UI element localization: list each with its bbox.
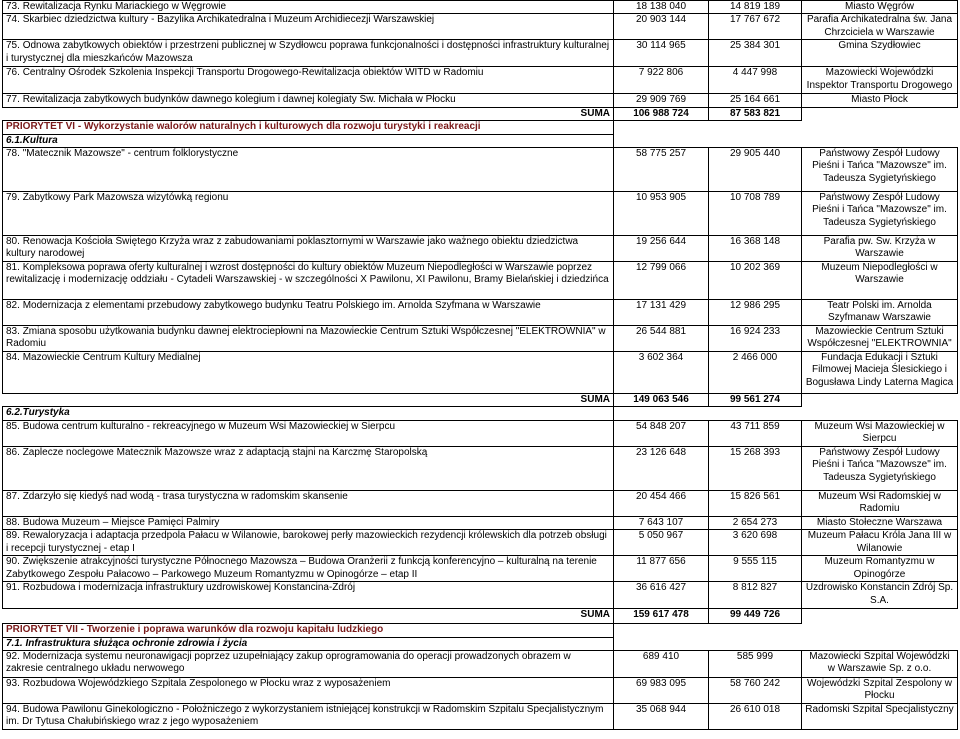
- subsection-heading: 6.2.Turystyka: [3, 407, 614, 420]
- project-number: 74.: [6, 14, 20, 26]
- total-cost-value: 58 775 257: [614, 148, 709, 192]
- beneficiary-name: Gmina Szydłowiec: [802, 40, 958, 67]
- beneficiary-name: Państwowy Zespół Ludowy Pieśni i Tańca "Mazowsze" im. Tadeusza Sygietyńskiego: [802, 446, 958, 490]
- project-description: [3, 236, 614, 262]
- beneficiary-name: Miasto Płock: [802, 94, 958, 107]
- project-number: 79.: [6, 192, 20, 204]
- sum-label: SUMA: [580, 107, 610, 119]
- subsection-heading: 7.1. Infrastruktura służąca ochronie zdrowia i życia: [3, 637, 614, 650]
- eligible-cost-value: 12 986 295: [709, 300, 802, 326]
- beneficiary-name: Wojewódzki Szpital Zespolony w Płocku: [802, 678, 958, 704]
- project-number: 94.: [6, 704, 20, 716]
- project-title: Kompleksowa poprawa oferty kulturalnej i wzrost dostępności do kultury obiektów Muzeum Niepodległości w Warszawie poprzez rewitalizację i modernizację oddziału - Cytadeli Warszawskiej - w szczególności X Pawilonu, XI Pawilonu, Bramy Bielańskiej i dziedzińca: [6, 262, 609, 286]
- project-title: Modernizacja systemu neuronawigacji poprzez uzupełniający zakup oprogramowania do operacji prowadzonych obrazem w zakresie centralnego układu nerwowego: [6, 651, 571, 675]
- eligible-cost-value: 15 268 393: [709, 446, 802, 490]
- eligible-cost-value: 16 924 233: [709, 326, 802, 352]
- project-title: Zdarzyło się kiedyś nad wodą - trasa turystyczna w radomskim skansenie: [22, 490, 348, 502]
- sum-label: SUMA: [580, 394, 610, 406]
- project-number: 87.: [6, 490, 20, 502]
- total-cost-value: 20 903 144: [614, 14, 709, 40]
- project-number: 83.: [6, 326, 20, 338]
- eligible-cost-value: 8 812 827: [709, 582, 802, 609]
- table-row: [3, 300, 958, 326]
- table-row: [3, 490, 958, 516]
- beneficiary-name: Parafia pw. Św. Krzyża w Warszawie: [802, 236, 958, 262]
- investment-table: [2, 0, 958, 730]
- sum-total-cost: 149 063 546: [614, 394, 709, 407]
- eligible-cost-value: 9 555 115: [709, 556, 802, 582]
- table-row: [3, 582, 958, 609]
- eligible-cost-value: 10 202 369: [709, 262, 802, 300]
- total-cost-value: 10 953 905: [614, 192, 709, 236]
- subsection-heading-row: [3, 134, 958, 147]
- project-description: [3, 556, 614, 582]
- total-cost-value: 3 602 364: [614, 352, 709, 394]
- sum-row: [3, 394, 958, 407]
- total-cost-value: 7 922 806: [614, 67, 709, 94]
- beneficiary-name: Muzeum Wsi Mazowieckiej w Sierpcu: [802, 420, 958, 446]
- project-description: [3, 651, 614, 678]
- project-title: Mazowieckie Centrum Kultury Medialnej: [22, 352, 201, 364]
- priority-heading: PRIORYTET VII - Tworzenie i poprawa warunków dla rozwoju kapitału ludzkiego: [3, 624, 614, 637]
- heading-empty-cell: [614, 134, 958, 147]
- beneficiary-name: Mazowieckie Centrum Sztuki Współczesnej "ELEKTROWNIA": [802, 326, 958, 352]
- eligible-cost-value: 43 711 859: [709, 420, 802, 446]
- project-number: 85.: [6, 420, 20, 432]
- sum-eligible-cost: 99 449 726: [709, 609, 802, 624]
- sum-row: [3, 107, 958, 120]
- table-row: [3, 704, 958, 730]
- project-number: 77.: [6, 94, 20, 106]
- table-row: [3, 236, 958, 262]
- project-description: [3, 262, 614, 300]
- total-cost-value: 689 410: [614, 651, 709, 678]
- priority-heading: PRIORYTET VI - Wykorzystanie walorów naturalnych i kulturowych dla rozwoju turystyki i reakreacji: [3, 121, 614, 134]
- heading-empty-cell: [614, 407, 958, 420]
- project-description: [3, 148, 614, 192]
- subsection-heading-row: [3, 637, 958, 650]
- beneficiary-name: Muzeum Niepodległości w Warszawie: [802, 262, 958, 300]
- project-description: [3, 678, 614, 704]
- total-cost-value: 69 983 095: [614, 678, 709, 704]
- project-description: [3, 300, 614, 326]
- project-description: [3, 192, 614, 236]
- project-description: [3, 67, 614, 94]
- project-title: Rewitalizacja zabytkowych budynków dawnego kolegium i dawnej kolegiaty Św. Michała w Płocku: [22, 94, 456, 106]
- project-title: Modernizacja z elementami przebudowy zabytkowego budynku Teatru Polskiego im. Arnolda Szyfmana w Warszawie: [22, 300, 541, 312]
- beneficiary-name: Państwowy Zespół Ludowy Pieśni i Tańca "Mazowsze" im. Tadeusza Sygietyńskiego: [802, 148, 958, 192]
- table-row: [3, 530, 958, 556]
- project-title: Budowa Pawilonu Ginekologiczno - Położniczego z wykorzystaniem istniejącej konstrukcji w Radomskim Szpitalu Specjalistycznym im. Dr Tytusa Chałubińskiego wraz z jego wyposażeniem: [6, 704, 604, 728]
- priority-heading-row: [3, 121, 958, 134]
- project-description: [3, 14, 614, 40]
- project-description: [3, 516, 614, 529]
- project-description: [3, 420, 614, 446]
- beneficiary-name: Muzeum Wsi Radomskiej w Radomiu: [802, 490, 958, 516]
- table-row: [3, 516, 958, 529]
- sum-empty-cell: [802, 609, 958, 624]
- total-cost-value: 54 848 207: [614, 420, 709, 446]
- project-number: 84.: [6, 352, 20, 364]
- subsection-heading: 6.1.Kultura: [3, 134, 614, 147]
- total-cost-value: 35 068 944: [614, 704, 709, 730]
- project-number: 80.: [6, 236, 20, 248]
- table-row: [3, 420, 958, 446]
- heading-empty-cell: [614, 624, 958, 637]
- table-row: [3, 556, 958, 582]
- total-cost-value: 36 616 427: [614, 582, 709, 609]
- project-number: 92.: [6, 651, 20, 663]
- project-description: [3, 352, 614, 394]
- total-cost-value: 12 799 066: [614, 262, 709, 300]
- eligible-cost-value: 2 466 000: [709, 352, 802, 394]
- project-number: 73.: [6, 1, 20, 12]
- eligible-cost-value: 14 819 189: [709, 1, 802, 14]
- beneficiary-name: Teatr Polski im. Arnolda Szyfmanaw Warszawie: [802, 300, 958, 326]
- total-cost-value: 20 454 466: [614, 490, 709, 516]
- sum-label: SUMA: [580, 609, 610, 621]
- project-title: Rewitalizacja Rynku Mariackiego w Węgrowie: [22, 1, 227, 12]
- project-title: Zaplecze noclegowe Matecznik Mazowsze wraz z adaptacją stajni na Karczmę Staropolską: [22, 446, 428, 458]
- eligible-cost-value: 17 767 672: [709, 14, 802, 40]
- project-description: [3, 446, 614, 490]
- sum-empty-cell: [802, 394, 958, 407]
- project-number: 91.: [6, 582, 20, 594]
- table-row: [3, 148, 958, 192]
- project-number: 76.: [6, 67, 20, 79]
- project-number: 81.: [6, 262, 20, 274]
- beneficiary-name: Miasto Węgrów: [802, 1, 958, 14]
- eligible-cost-value: 29 905 440: [709, 148, 802, 192]
- subsection-heading-row: [3, 407, 958, 420]
- total-cost-value: 11 877 656: [614, 556, 709, 582]
- beneficiary-name: Radomski Szpital Specjalistyczny: [802, 704, 958, 730]
- eligible-cost-value: 25 164 661: [709, 94, 802, 107]
- eligible-cost-value: 25 384 301: [709, 40, 802, 67]
- total-cost-value: 30 114 965: [614, 40, 709, 67]
- table-row: [3, 67, 958, 94]
- eligible-cost-value: 3 620 698: [709, 530, 802, 556]
- table-row: [3, 1, 958, 14]
- project-title: Zabytkowy Park Mazowsza wizytówką regionu: [22, 192, 229, 204]
- project-title: Rewaloryzacja i adaptacja przedpola Pałacu w Wilanowie, barokowej perły mazowieckich rezydencji królewskich dla potrzeb obsługi i recepcji turystycznej - etap I: [6, 530, 607, 554]
- project-description: [3, 94, 614, 107]
- project-title: Renowacja Kościoła Świętego Krzyża wraz z zabudowaniami poklasztornymi w Warszawie jako ważnego obiektu dziedzictwa kultury narodowej: [6, 236, 579, 260]
- sum-row: [3, 609, 958, 624]
- total-cost-value: 17 131 429: [614, 300, 709, 326]
- table-row: [3, 678, 958, 704]
- project-number: 93.: [6, 678, 20, 690]
- project-description: [3, 530, 614, 556]
- sum-total-cost: 159 617 478: [614, 609, 709, 624]
- table-row: [3, 14, 958, 40]
- beneficiary-name: Miasto Stołeczne Warszawa: [802, 516, 958, 529]
- beneficiary-name: Fundacja Edukacji i Sztuki Filmowej Macieja Ślesickiego i Bogusława Lindy Laterna Magica: [802, 352, 958, 394]
- total-cost-value: 26 544 881: [614, 326, 709, 352]
- project-title: Odnowa zabytkowych obiektów i przestrzeni publicznej w Szydłowcu poprawa funkcjonalności i dostępności infrastruktury kulturalnej i turystycznej dla mieszkańców Mazowsza: [6, 40, 610, 64]
- project-title: Zwiększenie atrakcyjności turystyczne Północnego Mazowsza – Budowa Oranżerii z funkcją konferencyjno – kulturalną na terenie Zabytkowego Zespołu Pałacowo – Parkowego Muzeum Romantyzmu w Opinogórze – etap II: [6, 556, 597, 580]
- project-description: [3, 490, 614, 516]
- project-title: Skarbiec dziedzictwa kultury - Bazylika Archikatedralna i Muzeum Archidiecezji Warszawskiej: [22, 14, 435, 26]
- sum-empty-cell: [802, 107, 958, 120]
- heading-empty-cell: [614, 637, 958, 650]
- sum-eligible-cost: 99 561 274: [709, 394, 802, 407]
- eligible-cost-value: 585 999: [709, 651, 802, 678]
- project-title: Rozbudowa Wojewódzkiego Szpitala Zespolonego w Płocku wraz z wyposażeniem: [22, 678, 391, 690]
- project-title: "Matecznik Mazowsze" - centrum folklorystyczne: [22, 148, 239, 160]
- project-number: 89.: [6, 530, 20, 542]
- eligible-cost-value: 4 447 998: [709, 67, 802, 94]
- table-row: [3, 94, 958, 107]
- beneficiary-name: Mazowiecki Szpital Wojewódzki w Warszawie Sp. z o.o.: [802, 651, 958, 678]
- project-title: Centralny Ośrodek Szkolenia Inspekcji Transportu Drogowego-Rewitalizacja obiektów WITD w Radomiu: [22, 67, 484, 79]
- table-body: [3, 1, 958, 730]
- project-description: [3, 1, 614, 14]
- table-row: [3, 446, 958, 490]
- sum-eligible-cost: 87 583 821: [709, 107, 802, 120]
- eligible-cost-value: 26 610 018: [709, 704, 802, 730]
- table-row: [3, 192, 958, 236]
- eligible-cost-value: 2 654 273: [709, 516, 802, 529]
- total-cost-value: 29 909 769: [614, 94, 709, 107]
- project-number: 75.: [6, 40, 20, 52]
- project-description: [3, 582, 614, 609]
- eligible-cost-value: 58 760 242: [709, 678, 802, 704]
- eligible-cost-value: 16 368 148: [709, 236, 802, 262]
- total-cost-value: 23 126 648: [614, 446, 709, 490]
- beneficiary-name: Muzeum Pałacu Króla Jana III w Wilanowie: [802, 530, 958, 556]
- project-title: Budowa Muzeum – Miejsce Pamięci Palmiry: [22, 516, 220, 528]
- beneficiary-name: Parafia Archikatedralna św. Jana Chrzciciela w Warszawie: [802, 14, 958, 40]
- sum-total-cost: 106 988 724: [614, 107, 709, 120]
- table-row: [3, 262, 958, 300]
- total-cost-value: 18 138 040: [614, 1, 709, 14]
- total-cost-value: 5 050 967: [614, 530, 709, 556]
- project-number: 86.: [6, 446, 20, 458]
- project-number: 82.: [6, 300, 20, 312]
- project-title: Budowa centrum kulturalno - rekreacyjnego w Muzeum Wsi Mazowieckiej w Sierpcu: [22, 420, 396, 432]
- project-title: Rozbudowa i modernizacja infrastruktury uzdrowiskowej Konstancina-Zdrój: [22, 582, 356, 594]
- table-row: [3, 352, 958, 394]
- total-cost-value: 19 256 644: [614, 236, 709, 262]
- table-row: [3, 651, 958, 678]
- project-description: [3, 704, 614, 730]
- beneficiary-name: Muzeum Romantyzmu w Opinogórze: [802, 556, 958, 582]
- table-row: [3, 326, 958, 352]
- beneficiary-name: Państwowy Zespół Ludowy Pieśni i Tańca "Mazowsze" im. Tadeusza Sygietyńskiego: [802, 192, 958, 236]
- project-number: 88.: [6, 516, 20, 528]
- project-number: 90.: [6, 556, 20, 568]
- project-description: [3, 40, 614, 67]
- eligible-cost-value: 10 708 789: [709, 192, 802, 236]
- total-cost-value: 7 643 107: [614, 516, 709, 529]
- project-number: 78.: [6, 148, 20, 160]
- table-row: [3, 40, 958, 67]
- heading-empty-cell: [614, 121, 958, 134]
- project-title: Zmiana sposobu użytkowania budynku dawnej elektrociepłowni na Mazowieckie Centrum Sztuki Współczesnej "ELEKTROWNIA" w Radomiu: [6, 326, 606, 350]
- project-description: [3, 326, 614, 352]
- eligible-cost-value: 15 826 561: [709, 490, 802, 516]
- beneficiary-name: Mazowiecki Wojewódzki Inspektor Transportu Drogowego: [802, 67, 958, 94]
- priority-heading-row: [3, 624, 958, 637]
- beneficiary-name: Uzdrowisko Konstancin Zdrój Sp. S.A.: [802, 582, 958, 609]
